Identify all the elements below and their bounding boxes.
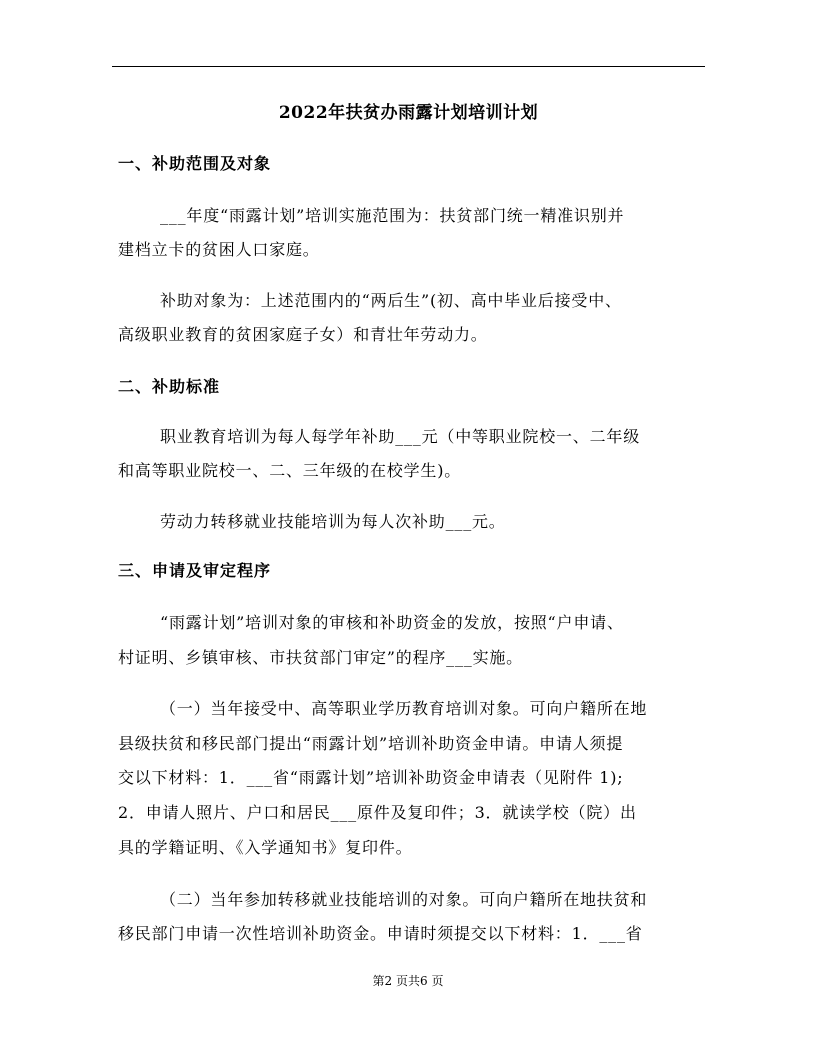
paragraph-line: 具的学籍证明、《入学通知书》复印件。 [118,838,413,857]
paragraph-line: 县级扶贫和移民部门提出“雨露计划”培训补助资金申请。申请人须提 [118,734,624,753]
section-heading-3: 三、申请及审定程序 [118,561,272,580]
paragraph-line: （一）当年接受中、高等职业学历教育培训对象。可向户籍所在地 [160,699,648,718]
header-rule [112,66,705,67]
paragraph-line: 村证明、乡镇审核、市扶贫部门审定”的程序___实施。 [118,648,523,667]
paragraph-line: “雨露计划”培训对象的审核和补助资金的发放，按照“户申请、 [160,613,624,632]
paragraph-line: 移民部门申请一次性培训补助资金。申请时须提交以下材料：1．___省 [118,924,643,943]
section-heading-2: 二、补助标准 [118,377,221,396]
paragraph-line: 建档立卡的贫困人口家庭。 [118,240,320,259]
paragraph-line: 2．申请人照片、户口和居民___原件及复印件；3．就读学校（院）出 [118,803,637,822]
paragraph-line: 劳动力转移就业技能培训为每人次补助___元。 [160,512,506,531]
paragraph-line: 高级职业教育的贫困家庭子女）和青壮年劳动力。 [118,325,488,344]
paragraph-line: （二）当年参加转移就业技能培训的对象。可向户籍所在地扶贫和 [160,890,648,909]
section-heading-1: 一、补助范围及对象 [118,154,272,173]
page-number-footer: 第2 页共6 页 [372,974,444,988]
paragraph-line: ___年度“雨露计划”培训实施范围为：扶贫部门统一精准识别并 [160,206,625,225]
document-title: 2022年扶贫办雨露计划培训计划 [278,103,539,123]
paragraph-line: 和高等职业院校一、二、三年级的在校学生)。 [118,461,462,480]
paragraph-line: 职业教育培训为每人每学年补助___元（中等职业院校一、二年级 [160,427,641,446]
paragraph-line: 交以下材料：1．___省“雨露计划”培训补助资金申请表（见附件 1); [118,768,624,787]
paragraph-line: 补助对象为：上述范围内的“两后生”(初、高中毕业后接受中、 [160,291,622,310]
